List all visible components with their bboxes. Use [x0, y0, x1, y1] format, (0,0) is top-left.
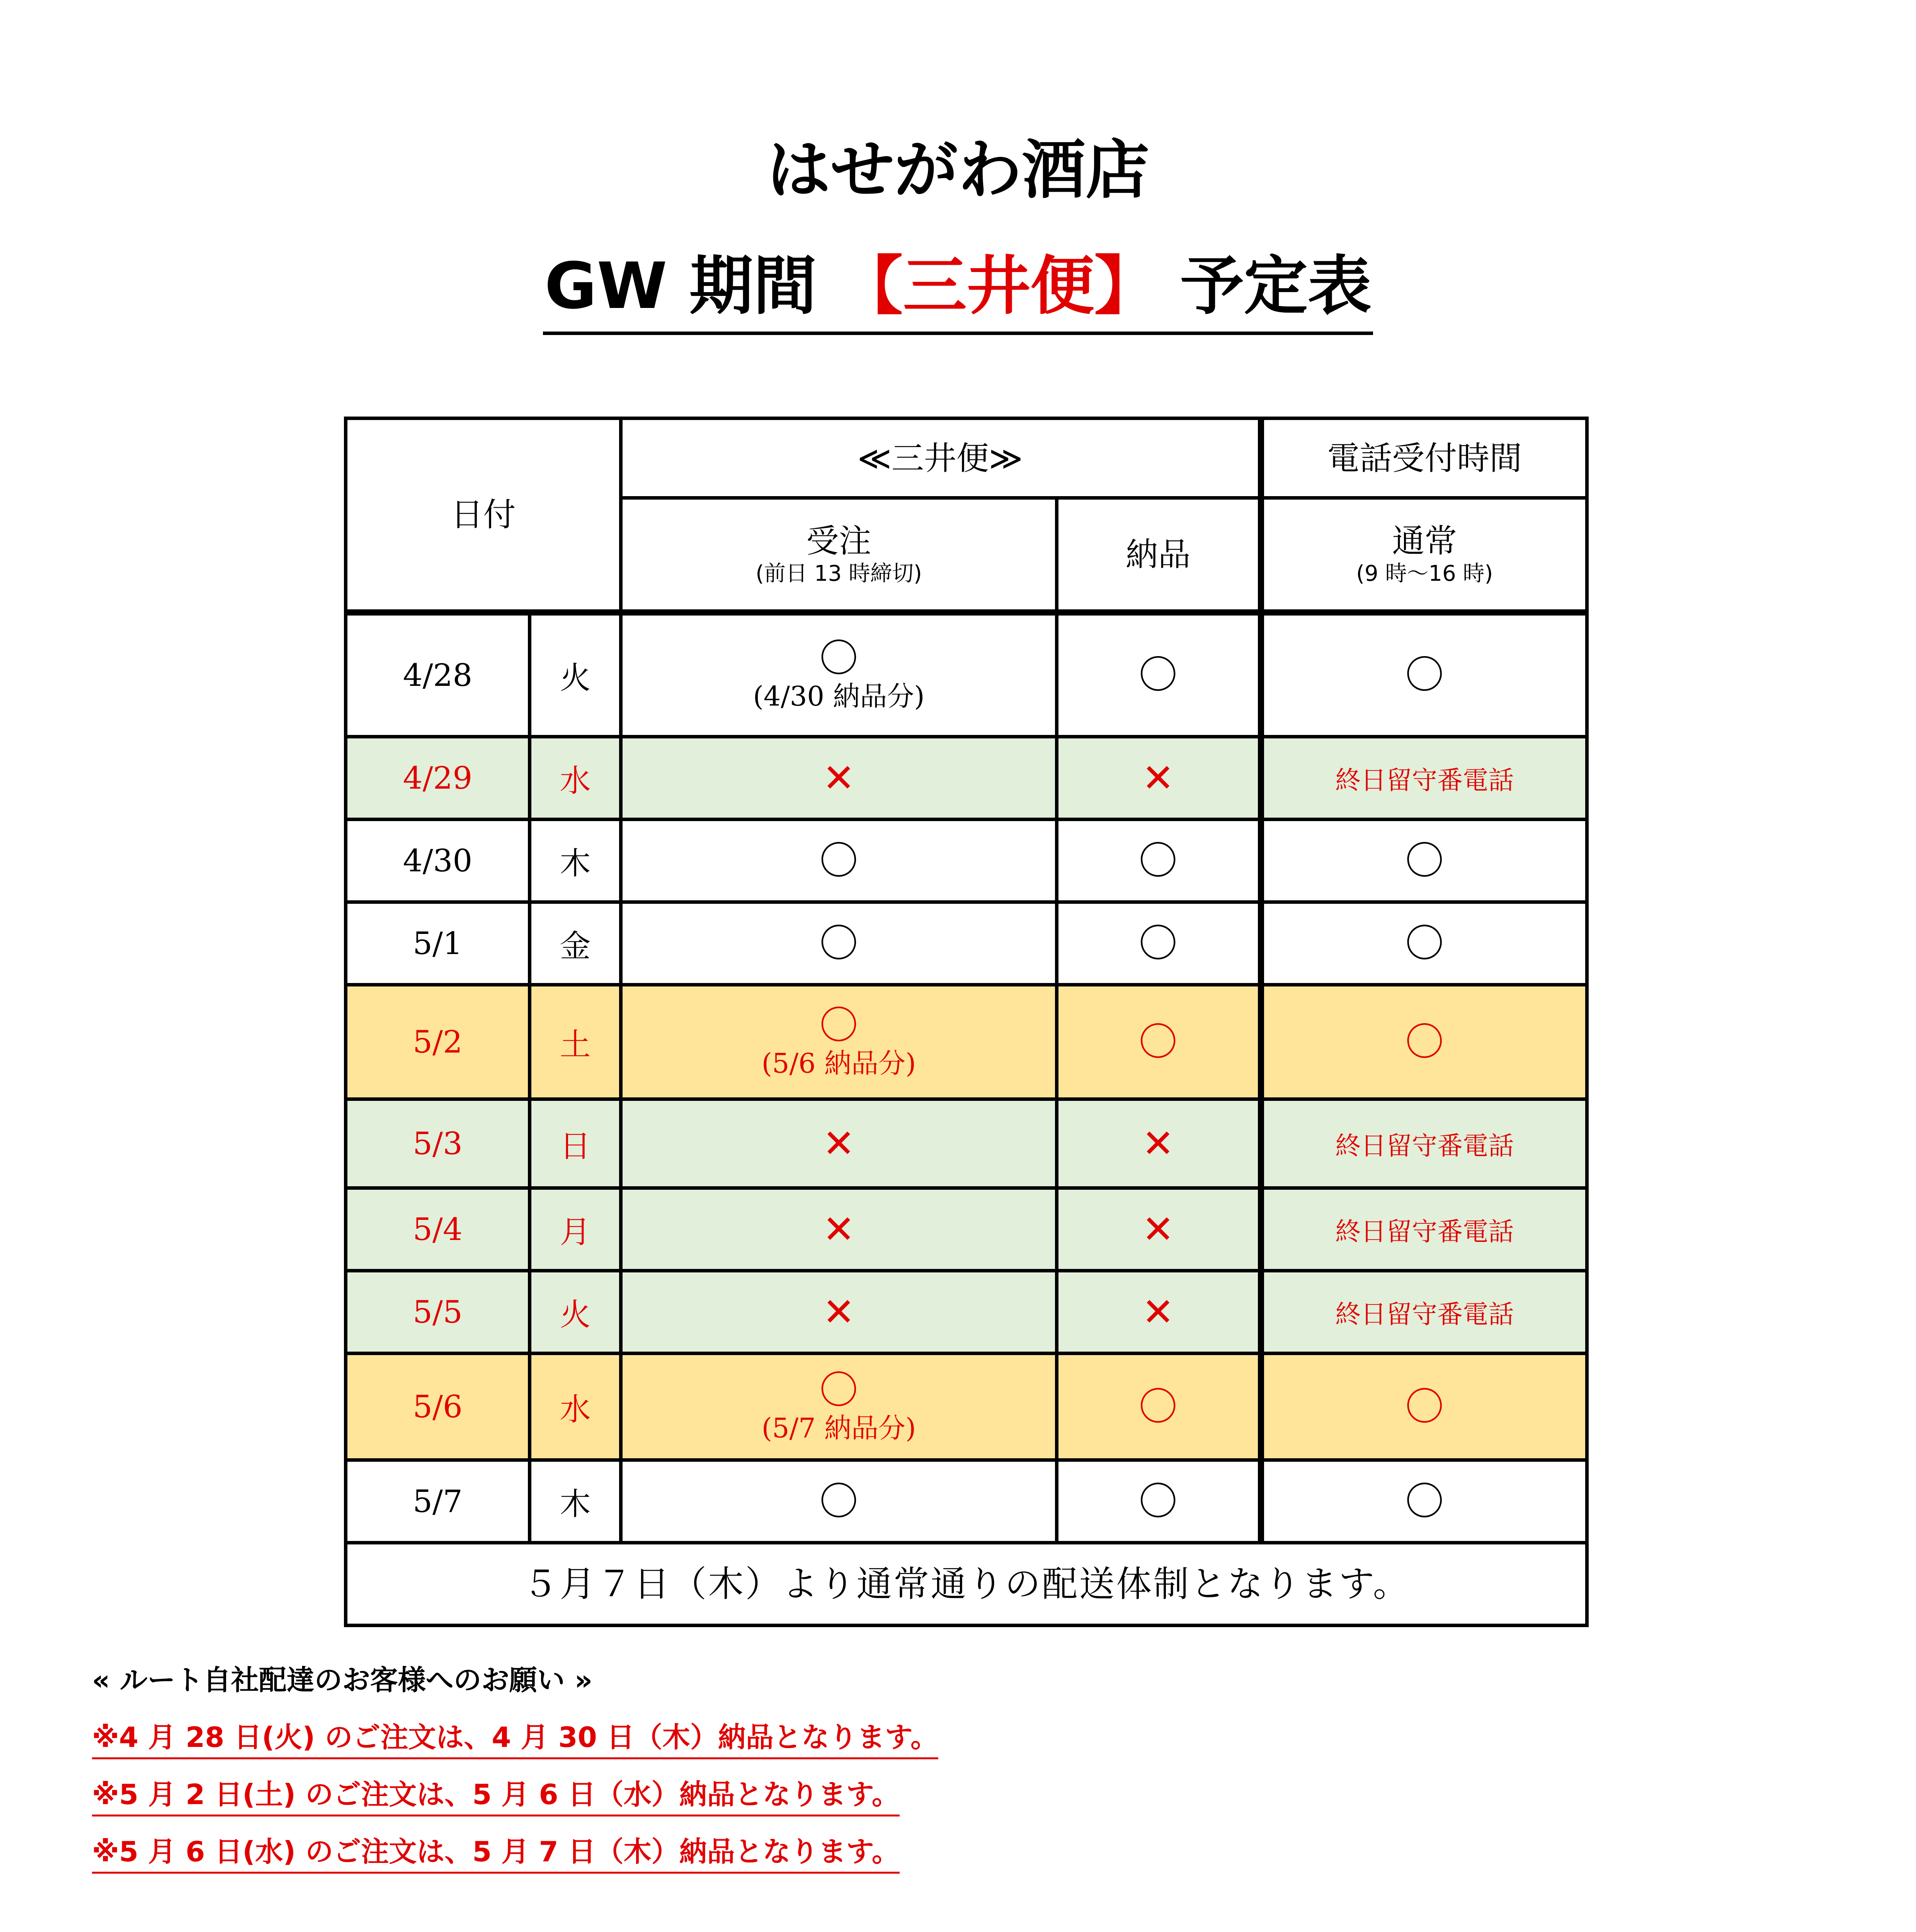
row-delivery-mark: 〇 — [1057, 1354, 1261, 1460]
row-phone: 終日留守番電話 — [1261, 1099, 1587, 1188]
row-order-mark: 〇 — [819, 838, 858, 883]
row-day: 土 — [530, 985, 621, 1099]
row-date: 5/4 — [346, 1188, 530, 1271]
header-order-label: 受注 — [806, 522, 871, 560]
route-line-2: ※5 月 2 日(土) のご注文は、5 月 6 日（水）納品となります。 — [92, 1776, 900, 1813]
table-footer-note: ５月７日（木）より通常通りの配送体制となります。 — [346, 1543, 1587, 1626]
route-line-1: ※4 月 28 日(火) のご注文は、4 月 30 日（木）納品となります。 — [92, 1719, 938, 1756]
row-phone: 終日留守番電話 — [1261, 737, 1587, 820]
row-date: 5/6 — [346, 1354, 530, 1460]
row-phone: 〇 — [1261, 902, 1587, 985]
row-date: 5/7 — [346, 1460, 530, 1543]
row-delivery-mark: ✕ — [1057, 737, 1261, 820]
title-highlight: 【三井便】 — [839, 249, 1158, 323]
row-order — [621, 1188, 1057, 1271]
row-order-mark: ✕ — [822, 1121, 855, 1166]
row-phone: 終日留守番電話 — [1261, 1188, 1587, 1271]
row-order — [621, 612, 1057, 737]
schedule-table — [344, 417, 1589, 1627]
row-day: 水 — [530, 1354, 621, 1460]
header-delivery: 納品 — [1057, 498, 1261, 612]
table-row — [346, 1188, 1587, 1271]
title-prefix: GW 期間 — [545, 249, 817, 323]
table-row — [346, 902, 1587, 985]
row-order-note: (5/6 納品分) — [761, 1047, 916, 1079]
header-normal — [1261, 498, 1587, 612]
row-delivery-mark: 〇 — [1057, 902, 1261, 985]
row-date: 4/30 — [346, 820, 530, 902]
row-day: 日 — [530, 1099, 621, 1188]
row-day: 火 — [530, 1271, 621, 1354]
header-phone: 電話受付時間 — [1261, 418, 1587, 498]
row-date: 5/5 — [346, 1271, 530, 1354]
row-phone: 〇 — [1261, 1354, 1587, 1460]
row-date: 4/29 — [346, 737, 530, 820]
row-delivery-mark: ✕ — [1057, 1271, 1261, 1354]
row-order-note: (5/7 納品分) — [761, 1412, 916, 1444]
row-phone: 〇 — [1261, 612, 1587, 737]
row-day: 木 — [530, 820, 621, 902]
route-line-3: ※5 月 6 日(水) のご注文は、5 月 7 日（木）納品となります。 — [92, 1833, 900, 1870]
shop-name-title: はせがわ酒店 — [767, 133, 1149, 207]
header-order-sub: (前日 13 時締切) — [756, 561, 922, 586]
row-order-mark: 〇 — [819, 1367, 858, 1413]
header-normal-label: 通常 — [1392, 522, 1457, 560]
header-mitsui: ≪三井便≫ — [621, 418, 1261, 498]
row-date: 5/3 — [346, 1099, 530, 1188]
row-phone: 〇 — [1261, 985, 1587, 1099]
row-order-mark: ✕ — [822, 755, 855, 801]
table-row — [346, 1460, 1587, 1543]
row-delivery-mark: 〇 — [1057, 820, 1261, 902]
row-order — [621, 902, 1057, 985]
row-phone: 〇 — [1261, 820, 1587, 902]
table-row — [346, 612, 1587, 737]
table-row — [346, 1354, 1587, 1460]
row-delivery-mark: ✕ — [1057, 1099, 1261, 1188]
row-date: 5/1 — [346, 902, 530, 985]
header-date: 日付 — [346, 418, 621, 612]
route-heading: « ルート自社配達のお客様へのお願い » — [92, 1664, 593, 1696]
row-order-mark: ✕ — [822, 1206, 855, 1252]
row-order — [621, 820, 1057, 902]
table-row — [346, 1271, 1587, 1354]
row-day: 金 — [530, 902, 621, 985]
row-order-mark: 〇 — [819, 1478, 858, 1524]
row-order — [621, 1271, 1057, 1354]
table-row — [346, 1099, 1587, 1188]
title-suffix: 予定表 — [1180, 249, 1371, 323]
row-order-mark: 〇 — [819, 920, 858, 966]
header-normal-sub: (9 時～16 時) — [1356, 561, 1493, 586]
table-row — [346, 820, 1587, 902]
row-day: 火 — [530, 612, 621, 737]
row-order — [621, 1354, 1057, 1460]
row-order-mark: ✕ — [822, 1289, 855, 1335]
row-date: 4/28 — [346, 612, 530, 737]
row-order-mark: 〇 — [819, 1002, 858, 1048]
table-row — [346, 985, 1587, 1099]
row-order — [621, 985, 1057, 1099]
row-delivery-mark: 〇 — [1057, 985, 1261, 1099]
row-phone: 〇 — [1261, 1460, 1587, 1543]
row-day: 水 — [530, 737, 621, 820]
row-delivery-mark: ✕ — [1057, 1188, 1261, 1271]
row-delivery-mark: 〇 — [1057, 612, 1261, 737]
row-order-note: (4/30 納品分) — [753, 680, 925, 713]
row-order — [621, 737, 1057, 820]
row-day: 月 — [530, 1188, 621, 1271]
row-order-mark: 〇 — [819, 636, 858, 681]
row-date: 5/2 — [346, 985, 530, 1099]
table-row — [346, 737, 1587, 820]
header-order — [621, 498, 1057, 612]
row-phone: 終日留守番電話 — [1261, 1271, 1587, 1354]
row-order — [621, 1460, 1057, 1543]
row-day: 木 — [530, 1460, 621, 1543]
row-delivery-mark: 〇 — [1057, 1460, 1261, 1543]
schedule-title — [0, 243, 1916, 335]
row-order — [621, 1099, 1057, 1188]
